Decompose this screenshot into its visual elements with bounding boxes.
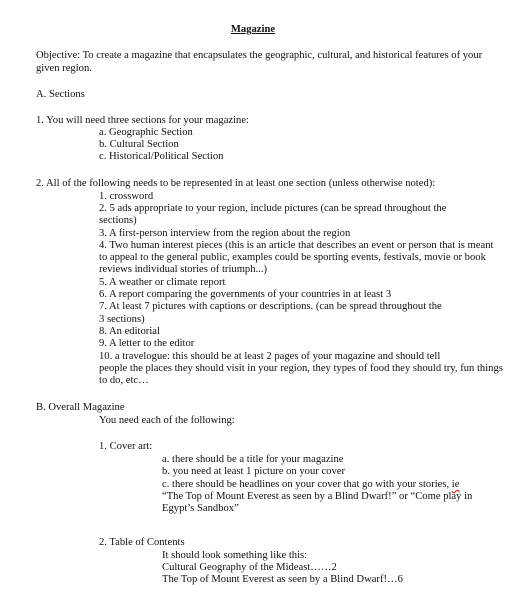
item1-sub-a: a. Geographic Section — [99, 127, 193, 138]
cover-art-c — [162, 479, 459, 491]
item2-line: to do, etc… — [99, 375, 149, 386]
item2-line: reviews individual stories of triumph...) — [99, 264, 267, 275]
cover-art-c-line-2: “The Top of Mount Everest as seen by a Blind Dwarf!” or “Come play in — [162, 491, 473, 502]
item2-line: 2. 5 ads appropriate to your region, include pictures (can be spread throughout the — [99, 203, 447, 214]
item2-line: 1. crossword — [99, 191, 154, 202]
cover-art-heading: 1. Cover art: — [99, 441, 153, 452]
item1-sub-c: c. Historical/Political Section — [99, 151, 224, 162]
item2-intro: 2. All of the following needs to be represented in at least one section (unless otherwise noted): — [36, 178, 436, 189]
item2-line: to appeal to the general public, examples could be sporting events, festivals, movie or book — [99, 252, 486, 263]
toc-heading: 2. Table of Contents — [99, 537, 185, 548]
item2-line: 10. a travelogue: this should be at least 2 pages of your magazine and should tell — [99, 351, 441, 362]
item2-line: sections) — [99, 215, 137, 226]
document-title: Magazine — [230, 24, 276, 35]
item2-line: 6. A report comparing the governments of your countries in at least 3 — [99, 289, 392, 300]
item2-line: 9. A letter to the editor — [99, 338, 195, 349]
cover-art-c-line-3: Egypt’s Sandbox” — [162, 503, 239, 514]
cover-art-c-text: c. there should be headlines on your cover that go with your stories, — [162, 479, 452, 490]
item2-line: people the places they should visit in your region, they types of food they should try, fun things — [99, 363, 503, 374]
item2-line: 4. Two human interest pieces (this is an article that describes an event or person that is meant — [99, 240, 494, 251]
section-b-heading: B. Overall Magazine — [36, 402, 125, 413]
objective-line-2: given region. — [36, 63, 92, 74]
objective-line-1: Objective: To create a magazine that encapsulates the geographic, cultural, and historical features of your — [36, 50, 483, 61]
section-b-intro: You need each of the following: — [99, 415, 235, 426]
toc-line: The Top of Mount Everest as seen by a Blind Dwarf!…6 — [162, 574, 403, 585]
cover-art-b: b. you need at least 1 picture on your cover — [162, 466, 345, 477]
section-a-heading: A. Sections — [36, 89, 85, 100]
cover-art-a: a. there should be a title for your magazine — [162, 454, 344, 465]
item1-sub-b: b. Cultural Section — [99, 139, 179, 150]
spellcheck-underlined-word: ie — [451, 479, 460, 490]
item2-line: 5. A weather or climate report — [99, 277, 226, 288]
item1-intro: 1. You will need three sections for your magazine: — [36, 115, 250, 126]
item2-line: 7. At least 7 pictures with captions or descriptions. (can be spread throughout the — [99, 301, 442, 312]
item2-line: 3. A first-person interview from the region about the region — [99, 228, 351, 239]
item2-line: 3 sections) — [99, 314, 145, 325]
item2-line: 8. An editorial — [99, 326, 160, 337]
toc-line: Cultural Geography of the Mideast……2 — [162, 562, 337, 573]
toc-line: It should look something like this: — [162, 550, 308, 561]
